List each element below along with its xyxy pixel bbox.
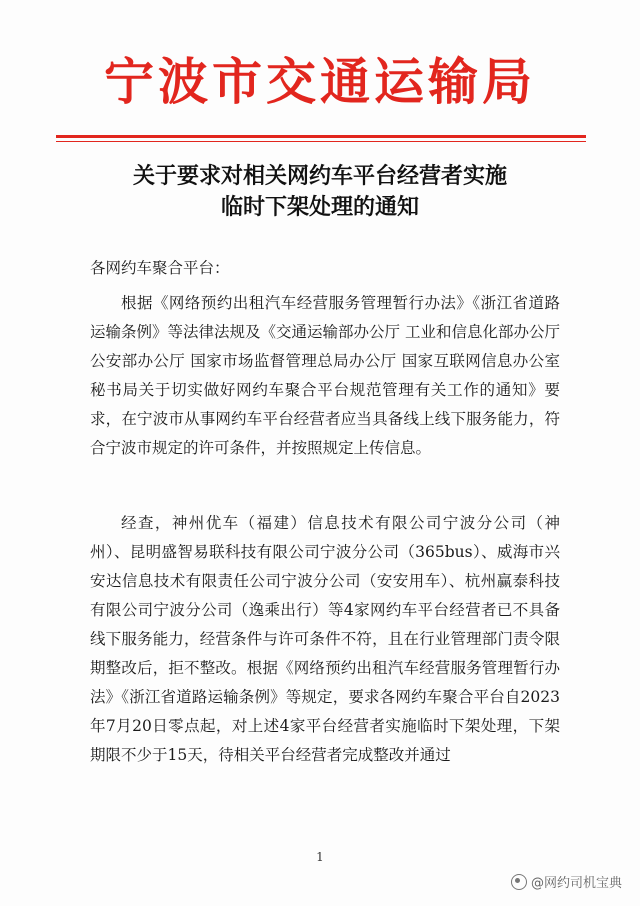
paragraph-1: 根据《网络预约出租汽车经营服务管理暂行办法》《浙江省道路运输条例》等法律法规及《交通运输部办公厅 工业和信息化部办公厅 公安部办公厅 国家市场监督管理总局办公厅 国家互联网信息办公室秘书局关于切实做好网约车聚合平台规范管理有关工作的通知》要求，在宁波市从事网约车平台经营者应当具备线上线下服务能力，符合宁波市规定的许可条件，并按照规定上传信息。 [90,294,560,457]
masthead-rule-thin [56,141,586,142]
page-number: 1 [316,850,324,864]
issuer-masthead: 宁波市交通运输局 [104,53,536,111]
watermark-logo-icon [511,874,527,890]
document-title-line2: 临时下架处理的通知 [220,195,419,220]
paragraph-2: 经查，神州优车（福建）信息技术有限公司宁波分公司（神州）、昆明盛智易联科技有限公司宁波分公司（365bus）、威海市兴安达信息技术有限责任公司宁波分公司（安安用车）、杭州赢泰科技有限公司宁波分公司（逸乘出行）等4家网约车平台经营者已不具备线下服务能力，经营条件与许可条件不符，且在行业管理部门责令限期整改后，拒不整改。根据《网络预约出租汽车经营服务管理暂行办法》《浙江省道路运输条例》等规定，要求各网约车聚合平台自2023年7月20日零点起，对上述4家平台经营者实施临时下架处理，下架期限不少于15天，待相关平台经营者完成整改并通过 [90,514,560,764]
masthead-rule-thick [56,135,586,138]
salutation: 各网约车聚合平台： [90,259,230,277]
watermark [511,872,622,891]
document-title-line1: 关于要求对相关网约车平台经营者实施 [132,164,507,189]
watermark-text: @网约司机宝典 [530,876,622,891]
